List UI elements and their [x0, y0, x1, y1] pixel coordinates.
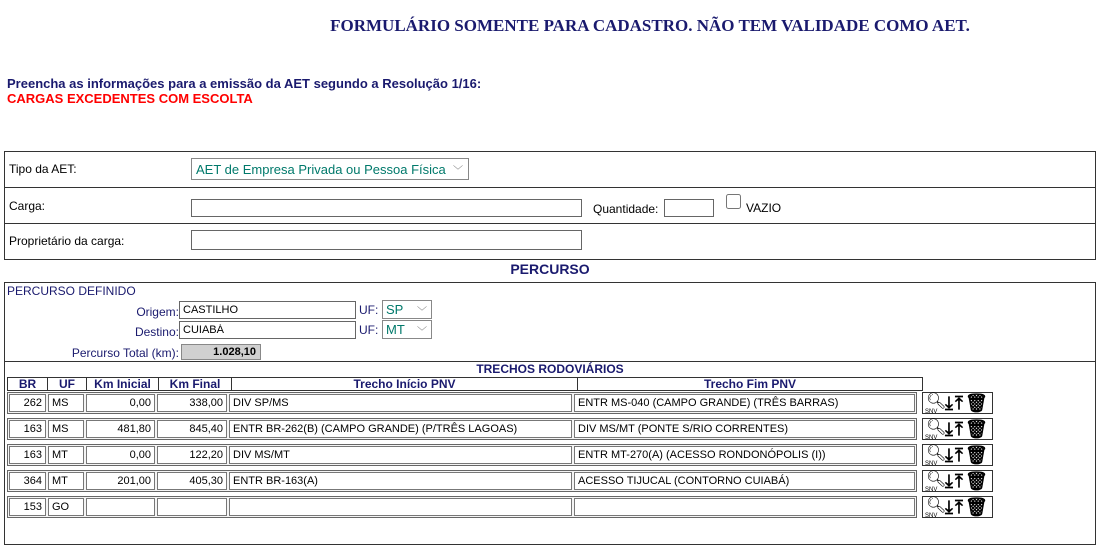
magnifier-glyph: 🔍︎ [926, 443, 947, 462]
col-trecho-fim: Trecho Fim PNV [703, 377, 797, 391]
chevron-down-icon: ﹀ [453, 166, 463, 177]
origem-input[interactable] [179, 301, 356, 319]
quantidade-input[interactable] [664, 199, 714, 217]
km-final-input[interactable]: 845,40 [157, 420, 227, 438]
tipo-row [5, 152, 1095, 188]
origem-uf-label: UF: [359, 303, 379, 317]
arrow-up-top-icon[interactable]: ⤒ [954, 497, 963, 518]
trecho-inicio-input[interactable]: ENTR BR-163(A) [229, 472, 572, 490]
magnifier-glyph: 🔍︎ [926, 391, 947, 410]
origem-label: Origem: [136, 305, 179, 319]
trash-icon[interactable]: 🗑 [964, 419, 988, 440]
table-row [7, 444, 917, 466]
carga-row [5, 188, 1095, 224]
uf-cell[interactable]: MS [48, 394, 84, 412]
row-actions [922, 418, 993, 440]
br-cell[interactable]: 163 [9, 420, 46, 438]
trash-icon[interactable]: 🗑 [964, 497, 988, 518]
arrow-down-icon[interactable]: ⤓ [945, 419, 953, 440]
km-final-input[interactable]: 405,30 [157, 472, 227, 490]
magnifier-glyph: 🔍︎ [926, 417, 947, 436]
instructions-text: Preencha as informações para a emissão da AET segundo a Resolução 1/16: [7, 76, 482, 91]
arrow-up-top-icon[interactable]: ⤒ [954, 419, 963, 440]
proprietario-row [5, 224, 1095, 259]
snv-label: SNV [925, 461, 938, 467]
quantidade-label: Quantidade: [593, 202, 659, 216]
br-cell[interactable]: 153 [9, 498, 46, 516]
uf-cell[interactable]: GO [48, 498, 84, 516]
arrow-up-top-icon[interactable]: ⤒ [954, 471, 963, 492]
table-row [7, 392, 917, 414]
km-inicial-input[interactable]: 481,80 [86, 420, 155, 438]
magnifier-glyph: 🔍︎ [926, 495, 947, 514]
km-inicial-input[interactable]: 201,00 [86, 472, 155, 490]
trecho-fim-input[interactable]: DIV MS/MT (PONTE S/RIO CORRENTES) [574, 420, 915, 438]
aet-form [4, 151, 1096, 260]
chevron-down-icon: ﹀ [417, 307, 427, 318]
trecho-inicio-input[interactable]: DIV MS/MT [229, 446, 572, 464]
col-trecho-inicio: Trecho Início PNV [232, 378, 578, 390]
snv-label: SNV [925, 409, 938, 415]
trechos-header [7, 377, 923, 391]
category-text: CARGAS EXCEDENTES COM ESCOLTA [7, 91, 253, 106]
table-row [7, 496, 917, 518]
trechos-title: TRECHOS RODOVIÁRIOS [476, 362, 624, 376]
trecho-inicio-input[interactable]: ENTR BR-262(B) (CAMPO GRANDE) (P/TRÊS LAGOAS) [229, 420, 572, 438]
magnifier-glyph: 🔍︎ [926, 469, 947, 488]
br-cell[interactable]: 262 [9, 394, 46, 412]
trecho-fim-input[interactable] [574, 498, 915, 516]
uf-cell[interactable]: MS [48, 420, 84, 438]
row-actions [922, 470, 993, 492]
trecho-inicio-input[interactable] [229, 498, 572, 516]
snv-label: SNV [925, 513, 938, 519]
search-icon[interactable] [925, 445, 945, 465]
arrow-down-icon[interactable]: ⤓ [945, 445, 953, 466]
destino-uf-label: UF: [359, 323, 379, 337]
tipo-label: Tipo da AET: [9, 162, 77, 176]
arrow-down-icon[interactable]: ⤓ [945, 471, 953, 492]
arrow-down-icon[interactable]: ⤓ [945, 393, 953, 414]
km-final-input[interactable] [157, 498, 227, 516]
col-br: BR [8, 378, 48, 390]
arrow-up-top-icon[interactable]: ⤒ [954, 445, 963, 466]
trecho-fim-input[interactable]: ACESSO TIJUCAL (CONTORNO CUIABÁ) [574, 472, 915, 490]
table-row [7, 418, 917, 440]
proprietario-label: Proprietário da carga: [9, 234, 125, 248]
carga-input[interactable] [191, 199, 582, 217]
km-inicial-input[interactable] [86, 498, 155, 516]
arrow-down-icon[interactable]: ⤓ [945, 497, 953, 518]
intro-text [7, 76, 481, 106]
search-icon[interactable] [925, 393, 945, 413]
trash-icon[interactable]: 🗑 [964, 445, 988, 466]
km-inicial-input[interactable]: 0,00 [86, 446, 155, 464]
search-icon[interactable] [925, 471, 945, 491]
total-value: 1.028,10 [181, 344, 261, 360]
destino-uf-select[interactable] [382, 320, 432, 339]
origem-uf-select[interactable] [382, 300, 432, 319]
trecho-fim-input[interactable]: ENTR MT-270(A) (ACESSO RONDONÓPOLIS (I)) [574, 446, 915, 464]
percurso-definido-label: PERCURSO DEFINIDO [7, 284, 136, 298]
carga-label: Carga: [9, 199, 46, 213]
vazio-checkbox[interactable] [726, 194, 741, 209]
arrow-up-top-icon[interactable]: ⤒ [954, 393, 963, 414]
percurso-title: PERCURSO [510, 261, 590, 277]
destino-label: Destino: [134, 325, 179, 339]
col-uf: UF [48, 378, 87, 390]
trecho-inicio-input[interactable]: DIV SP/MS [229, 394, 572, 412]
vazio-label: VAZIO [746, 201, 782, 215]
km-final-input[interactable]: 122,20 [157, 446, 227, 464]
uf-cell[interactable]: MT [48, 472, 84, 490]
chevron-down-icon: ﹀ [417, 327, 427, 338]
br-cell[interactable]: 163 [9, 446, 46, 464]
notice-title: FORMULÁRIO SOMENTE PARA CADASTRO. NÃO TEM VALIDADE COMO AET. [330, 16, 970, 35]
trash-icon[interactable]: 🗑 [964, 393, 988, 414]
table-row [7, 470, 917, 492]
snv-label: SNV [925, 435, 938, 441]
destino-input[interactable] [179, 321, 356, 339]
snv-label: SNV [925, 487, 938, 493]
uf-cell[interactable]: MT [48, 446, 84, 464]
proprietario-input[interactable] [191, 230, 582, 250]
row-actions [922, 392, 993, 414]
row-actions [922, 496, 993, 518]
col-km-final: Km Final [159, 378, 232, 390]
total-label: Percurso Total (km): [71, 346, 179, 360]
br-cell[interactable]: 364 [9, 472, 46, 490]
percurso-box [4, 282, 1096, 545]
km-inicial-input[interactable]: 0,00 [86, 394, 155, 412]
tipo-aet-select[interactable] [191, 158, 469, 180]
search-icon[interactable] [925, 497, 945, 517]
col-km-inicial: Km Inicial [87, 378, 159, 390]
search-icon[interactable] [925, 419, 945, 439]
trash-icon[interactable]: 🗑 [964, 471, 988, 492]
km-final-input[interactable]: 338,00 [157, 394, 227, 412]
trecho-fim-input[interactable]: ENTR MS-040 (CAMPO GRANDE) (TRÊS BARRAS) [574, 394, 915, 412]
row-actions [922, 444, 993, 466]
